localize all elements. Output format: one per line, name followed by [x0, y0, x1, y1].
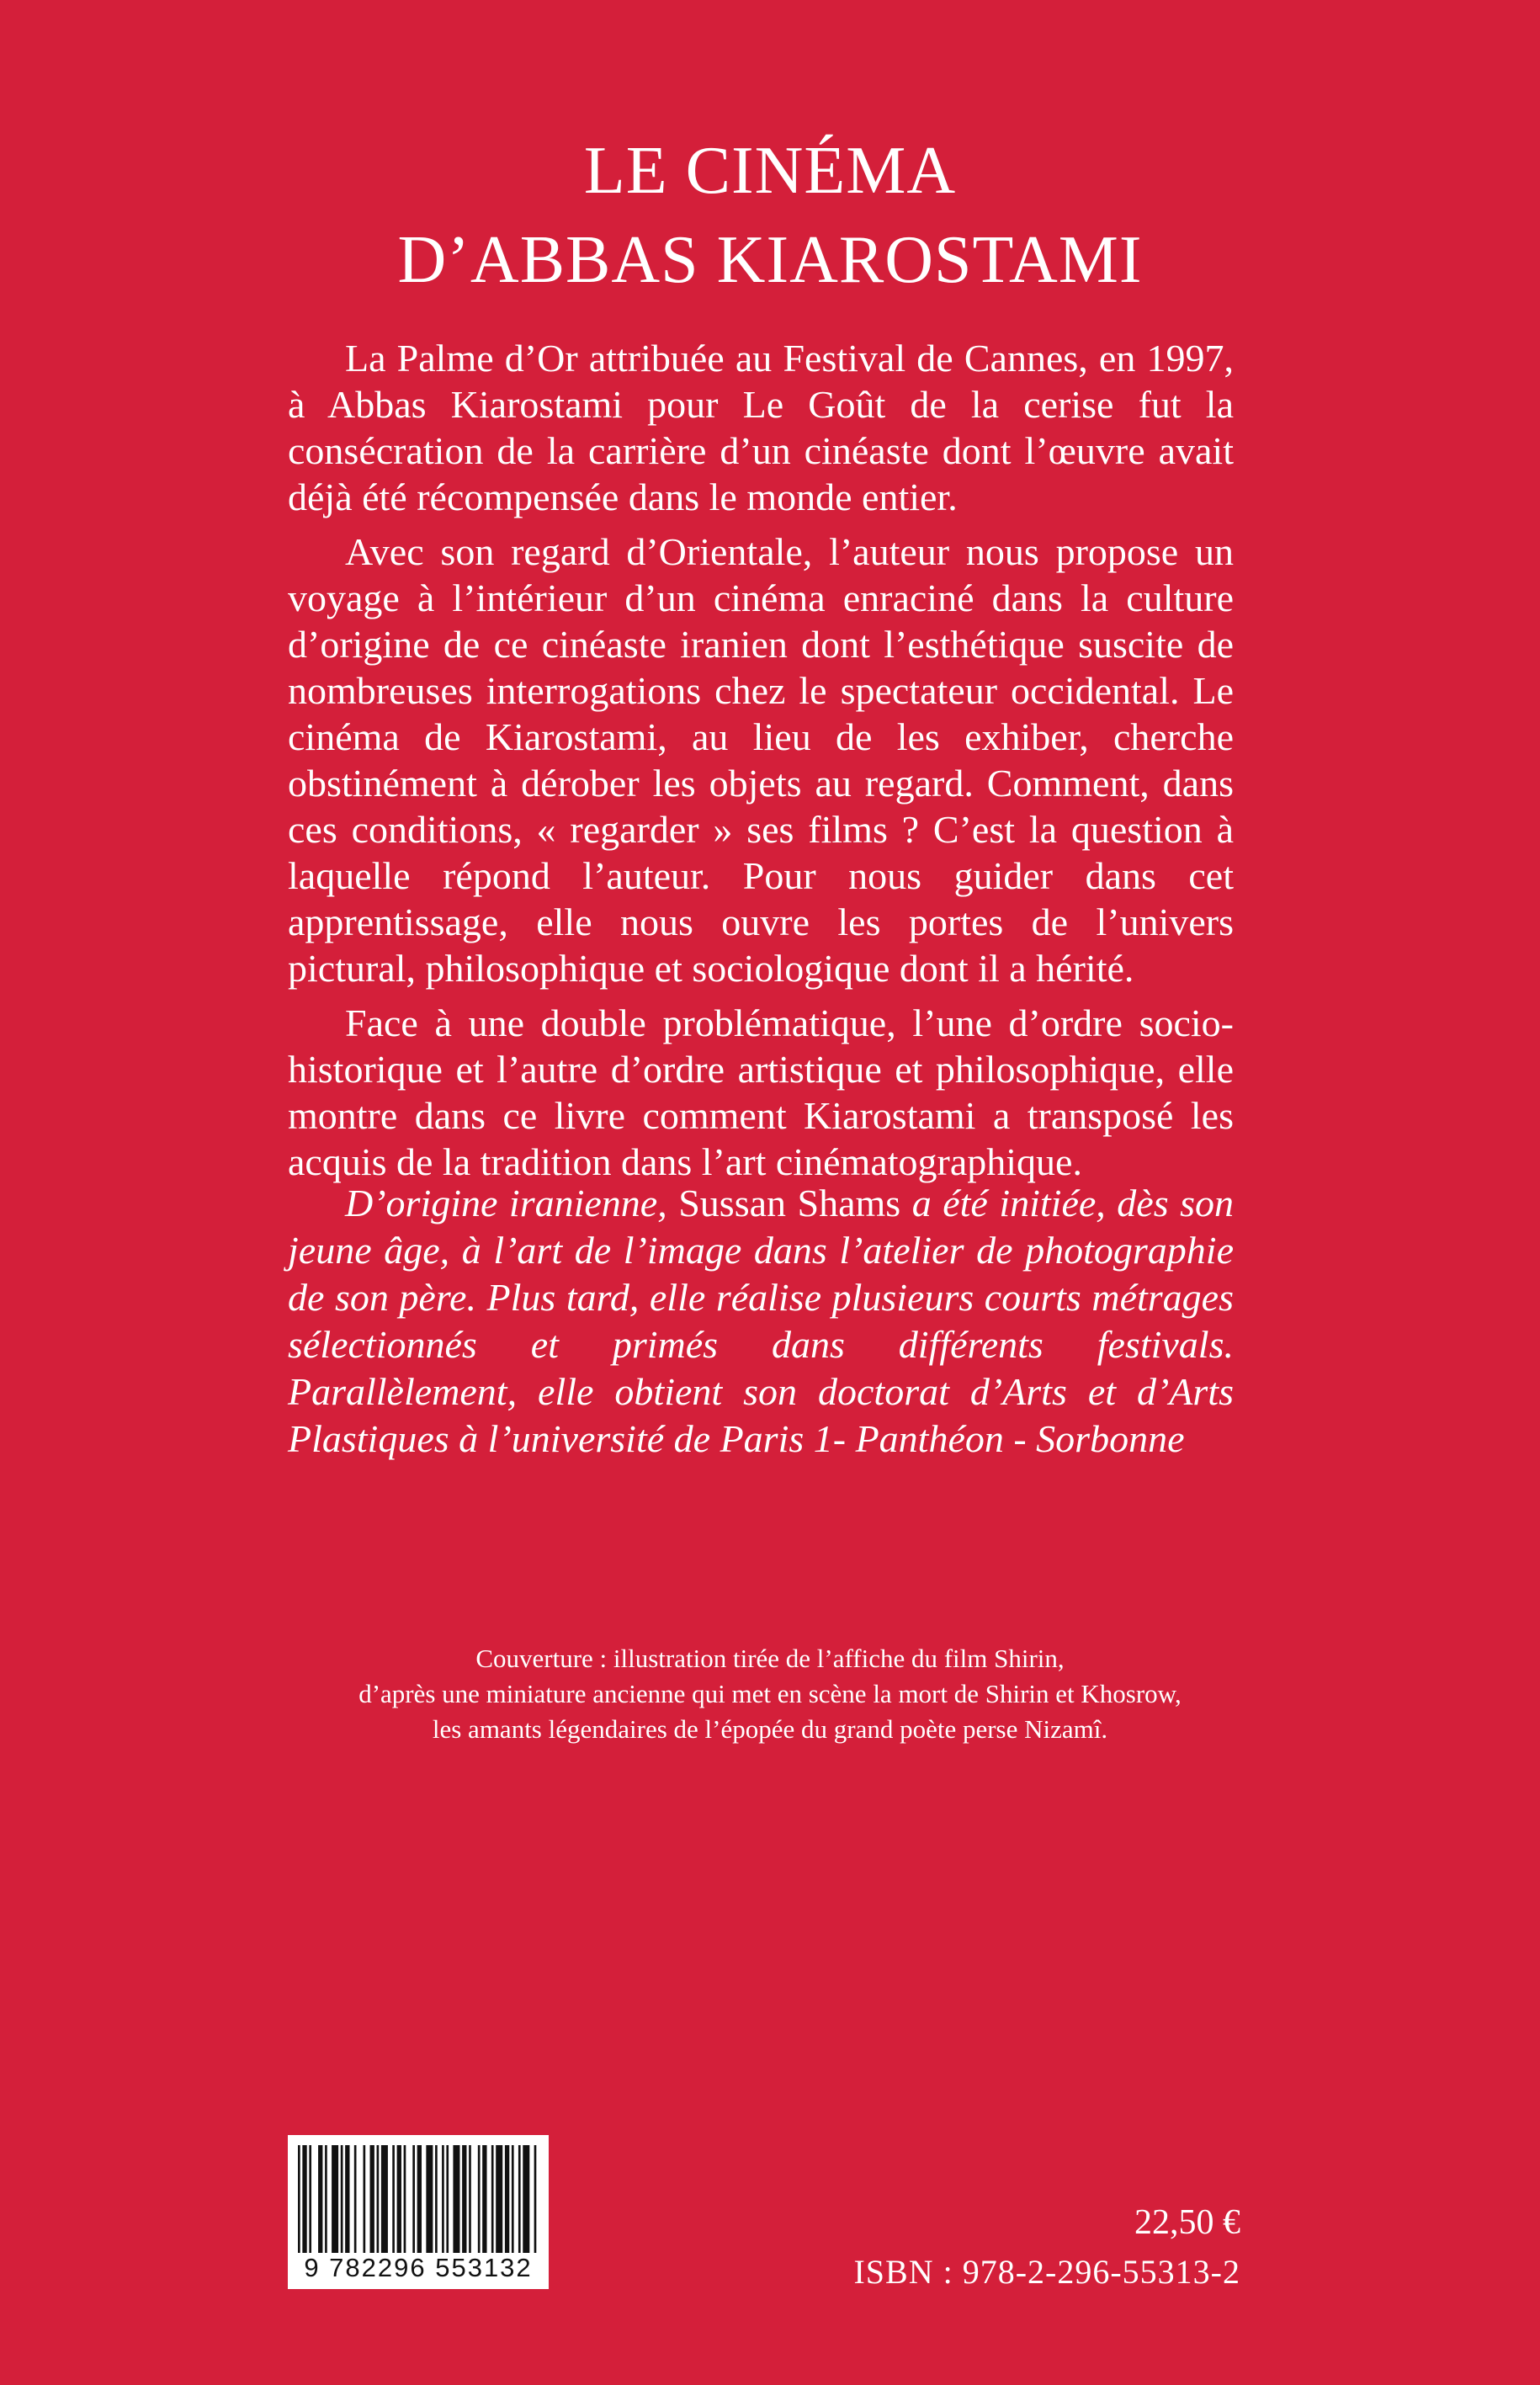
bio-lead: D’origine iranienne, — [345, 1182, 667, 1224]
barcode-bar — [496, 2145, 502, 2253]
barcode-bar — [478, 2145, 481, 2253]
barcode-bar — [364, 2145, 366, 2253]
barcode — [288, 2135, 549, 2289]
barcode-bar — [370, 2145, 374, 2253]
barcode-bar — [392, 2145, 395, 2253]
barcode-bar — [341, 2145, 343, 2253]
price: 22,50 € — [1134, 2203, 1240, 2242]
blurb-paragraph-1: La Palme d’Or attribuée au Festival de Cannes, en 1997, à Abbas Kiarostami pour Le Goût de la cerise fut la consécration de la carrière d’un cinéaste dont l’œuvre avait déjà été récompensée dans le monde entier. — [288, 337, 1234, 518]
barcode-bar — [332, 2145, 338, 2253]
bio-rest: a été initiée, dès son jeune âge, à l’art de l’image dans l’atelier de photographie de son père. Plus tard, elle réalise plusieurs courts métrages sélectionnés et primés dans différents festivals. Parallèlement, elle obtient son doctorat d’Arts et d’Arts Plastiques à l’université de Paris 1- Panthéon - Sorbonne — [288, 1182, 1234, 1460]
credits-line-2: d’après une miniature ancienne qui met en scène la mort de Shirin et Khosrow, — [358, 1679, 1182, 1708]
book-title — [0, 126, 1540, 305]
barcode-bar — [442, 2145, 444, 2253]
blurb-text — [288, 335, 1234, 1193]
barcode-bar — [404, 2145, 406, 2253]
blurb-paragraph-2: Avec son regard d’Orientale, l’auteur nous propose un voyage à l’intérieur d’un cinéma enraciné dans la culture d’origine de ce cinéaste iranien dont l’esthétique suscite de nombreuses interrogations chez le spectateur occidental. Le cinéma de Kiarostami, au lieu de les exhiber, cherche obstinément à dérober les objets au regard. Comment, dans ces conditions, « regarder » ses films ? C’est la question à laquelle répond l’auteur. Pour nous guider dans cet apprentissage, elle nous ouvre les portes de l’univers pictural, philosophique et sociologique dont il a hérité. — [288, 530, 1234, 990]
barcode-bar — [523, 2145, 529, 2253]
barcode-bar — [469, 2145, 471, 2253]
barcode-bar — [417, 2145, 422, 2253]
barcode-bar — [412, 2145, 415, 2253]
credits-line-3: les amants légendaires de l’épopée du grand poète perse Nizamî. — [432, 1714, 1108, 1744]
barcode-digits: 9 782296 553132 — [304, 2253, 533, 2282]
barcode-bar — [512, 2145, 514, 2253]
barcode-bar — [453, 2145, 459, 2253]
blurb-paragraph-3: Face à une double problématique, l’une d’ordre socio-historique et l’autre d’ordre artistique et philosophique, elle montre dans ce livre comment Kiarostami a transposé les acquis de la tradition dans l’art cinématographique. — [288, 1001, 1234, 1183]
barcode-bar — [534, 2145, 537, 2253]
barcode-bar — [377, 2145, 380, 2253]
isbn: ISBN : 978-2-296-55313-2 — [853, 2253, 1240, 2291]
barcode-bar — [381, 2145, 388, 2253]
barcode-bar — [491, 2145, 494, 2253]
barcode-bar — [325, 2145, 327, 2253]
barcode-bar — [309, 2145, 311, 2253]
author-name: Sussan Shams — [678, 1182, 901, 1224]
barcode-bar — [518, 2145, 521, 2253]
title-line-2: D’ABBAS KIAROSTAMI — [397, 223, 1143, 297]
barcode-bar — [482, 2145, 486, 2253]
cover-credits — [0, 1641, 1540, 1747]
barcode-bar — [397, 2145, 401, 2253]
title-line-1: LE CINÉMA — [583, 134, 957, 208]
barcode-bar — [345, 2145, 349, 2253]
barcode-bar — [505, 2145, 509, 2253]
barcode-bar — [298, 2145, 300, 2253]
barcode-bars — [298, 2145, 539, 2253]
author-bio — [288, 1180, 1234, 1463]
barcode-bar — [302, 2145, 306, 2253]
barcode-bar — [318, 2145, 322, 2253]
credits-line-1: Couverture : illustration tirée de l’affiche du film Shirin, — [475, 1644, 1065, 1673]
barcode-bar — [446, 2145, 449, 2253]
barcode-bar — [426, 2145, 433, 2253]
barcode-bar — [435, 2145, 438, 2253]
barcode-bar — [462, 2145, 466, 2253]
barcode-bar — [354, 2145, 357, 2253]
